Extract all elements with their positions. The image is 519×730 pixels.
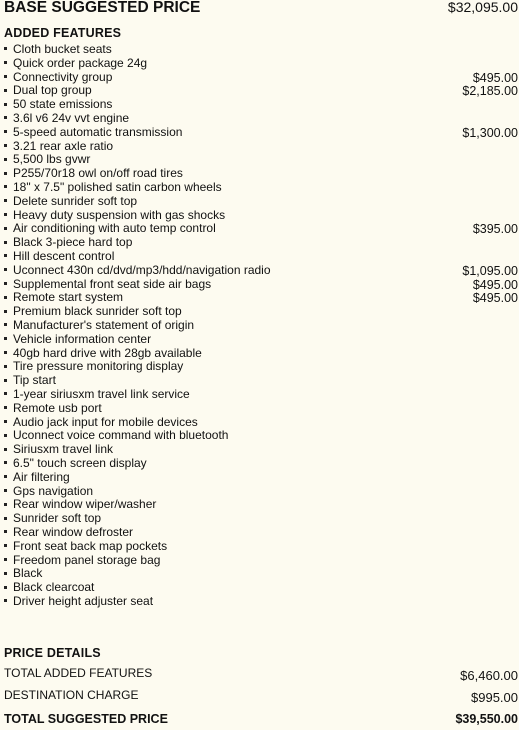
price-details-heading: PRICE DETAILS <box>4 646 101 660</box>
feature-price: $495.00 <box>472 291 518 306</box>
feature-item <box>4 360 518 374</box>
feature-name <box>4 264 271 277</box>
bullet-icon <box>4 558 7 561</box>
bullet-icon <box>4 185 7 188</box>
feature-name <box>4 360 183 373</box>
bullet-icon <box>4 323 7 326</box>
feature-name-text: 18" x 7.5" polished satin carbon wheels <box>13 180 222 194</box>
bullet-icon <box>4 544 7 547</box>
bullet-icon <box>4 351 7 354</box>
feature-name <box>4 126 182 139</box>
feature-name-text: 3.21 rear axle ratio <box>13 138 114 153</box>
feature-name-text: Heavy duty suspension with gas shocks <box>13 207 226 222</box>
feature-name-text: Freedom panel storage bag <box>13 552 161 567</box>
feature-name <box>4 457 147 470</box>
base-price-value: $32,095.00 <box>447 0 518 15</box>
bullet-icon <box>4 530 7 533</box>
bullet-icon <box>4 489 7 492</box>
feature-name <box>4 443 113 456</box>
feature-name <box>4 512 101 525</box>
feature-name-text: Air filtering <box>13 469 70 484</box>
feature-name-text: Front seat back map pockets <box>13 538 168 553</box>
feature-price: $395.00 <box>472 222 518 237</box>
feature-name <box>4 236 132 249</box>
feature-name <box>4 195 137 208</box>
destination-charge-value: $995.00 <box>471 690 518 705</box>
feature-name-text: Quick order package 24g <box>13 55 148 70</box>
feature-name <box>4 567 42 580</box>
feature-name <box>4 84 92 97</box>
bullet-icon <box>4 392 7 395</box>
bullet-icon <box>4 517 7 520</box>
feature-name <box>4 402 102 415</box>
base-price-row <box>4 0 518 17</box>
feature-price: $495.00 <box>472 277 518 292</box>
bullet-icon <box>4 254 7 257</box>
feature-name-text: Delete sunrider soft top <box>13 193 138 208</box>
feature-name <box>4 319 194 332</box>
feature-name-text: Remote usb port <box>13 400 102 415</box>
bullet-icon <box>4 213 7 216</box>
feature-price: $1,095.00 <box>462 263 518 278</box>
bullet-icon <box>4 599 7 602</box>
total-suggested-price-value: $39,550.00 <box>455 712 518 726</box>
feature-name-text: Premium black sunrider soft top <box>13 304 182 319</box>
feature-name-text: Tire pressure monitoring display <box>13 359 184 374</box>
feature-name <box>4 43 112 56</box>
bullet-icon <box>4 268 7 271</box>
bullet-icon <box>4 310 7 313</box>
feature-name <box>4 112 129 125</box>
feature-name <box>4 388 190 401</box>
feature-item <box>4 554 518 568</box>
feature-name-text: Siriusxm travel link <box>13 442 114 457</box>
bullet-icon <box>4 586 7 589</box>
feature-name <box>4 250 114 263</box>
feature-name <box>4 485 93 498</box>
feature-name <box>4 153 90 166</box>
feature-name-text: Audio jack input for mobile devices <box>13 414 198 429</box>
feature-name-text: 3.6l v6 24v vvt engine <box>13 111 130 125</box>
bullet-icon <box>4 379 7 382</box>
bullet-icon <box>4 227 7 230</box>
bullet-icon <box>4 241 7 244</box>
feature-name-text: Vehicle information center <box>13 331 152 346</box>
bullet-icon <box>4 420 7 423</box>
total-added-features-value: $6,460.00 <box>460 668 518 683</box>
bullet-icon <box>4 475 7 478</box>
feature-name <box>4 374 56 387</box>
feature-name-text: 5,500 lbs gvwr <box>13 152 91 167</box>
bullet-icon <box>4 61 7 64</box>
feature-name <box>4 209 225 222</box>
feature-name-text: Hill descent control <box>13 249 115 263</box>
bullet-icon <box>4 199 7 202</box>
feature-name-text: Black 3-piece hard top <box>13 235 133 250</box>
feature-name-text: Connectivity group <box>13 69 113 84</box>
feature-name <box>4 581 94 594</box>
feature-name-text: Rear window wiper/washer <box>13 497 157 512</box>
feature-name-text: Tip start <box>13 373 56 388</box>
feature-name <box>4 498 156 511</box>
feature-name <box>4 181 222 194</box>
feature-name <box>4 471 70 484</box>
bullet-icon <box>4 144 7 147</box>
bullet-icon <box>4 75 7 78</box>
bullet-icon <box>4 130 7 133</box>
feature-name <box>4 57 147 70</box>
base-price-label: BASE SUGGESTED PRICE <box>4 0 201 16</box>
feature-name-text: Gps navigation <box>13 483 94 498</box>
feature-name <box>4 526 133 539</box>
feature-name <box>4 540 167 553</box>
feature-name-text: Cloth bucket seats <box>13 42 112 56</box>
total-suggested-price-row <box>4 712 518 730</box>
bullet-icon <box>4 47 7 50</box>
feature-price: $1,300.00 <box>462 125 518 140</box>
bullet-icon <box>4 503 7 506</box>
bullet-icon <box>4 116 7 119</box>
feature-price: $495.00 <box>472 70 518 85</box>
feature-name-text: Supplemental front seat side air bags <box>13 276 212 291</box>
feature-name-text: Remote start system <box>13 290 124 305</box>
added-features-heading: ADDED FEATURES <box>4 26 122 40</box>
bullet-icon <box>4 448 7 451</box>
bullet-icon <box>4 572 7 575</box>
total-suggested-price-label: TOTAL SUGGESTED PRICE <box>4 712 168 726</box>
feature-name-text: 50 state emissions <box>13 97 113 112</box>
feature-item <box>4 595 518 609</box>
feature-name-text: Black <box>13 566 43 581</box>
feature-name-text: Rear window defroster <box>13 525 134 539</box>
feature-name-text: 5-speed automatic transmission <box>13 124 183 139</box>
bullet-icon <box>4 406 7 409</box>
feature-name-text: 6.5" touch screen display <box>13 456 147 470</box>
total-added-features-row <box>4 666 518 682</box>
feature-name-text: Air conditioning with auto temp control <box>13 221 216 236</box>
feature-name <box>4 554 160 567</box>
feature-name <box>4 429 228 442</box>
bullet-icon <box>4 158 7 161</box>
feature-name-text: 40gb hard drive with 28gb available <box>13 345 202 360</box>
feature-price: $2,185.00 <box>462 84 518 99</box>
feature-name <box>4 140 113 153</box>
destination-charge-row <box>4 688 518 704</box>
feature-name-text: Sunrider soft top <box>13 511 102 526</box>
feature-name-text: Black clearcoat <box>13 580 95 595</box>
bullet-icon <box>4 365 7 368</box>
bullet-icon <box>4 461 7 464</box>
feature-name <box>4 222 216 235</box>
feature-name-text: Uconnect voice command with bluetooth <box>13 428 229 443</box>
feature-name-text: Dual top group <box>13 83 92 98</box>
feature-name <box>4 333 151 346</box>
bullet-icon <box>4 103 7 106</box>
feature-item <box>4 457 518 471</box>
feature-name-text: P255/70r18 owl on/off road tires <box>13 166 183 181</box>
destination-charge-label: DESTINATION CHARGE <box>4 688 139 702</box>
bullet-icon <box>4 282 7 285</box>
bullet-icon <box>4 172 7 175</box>
feature-name <box>4 291 123 304</box>
total-added-features-label: TOTAL ADDED FEATURES <box>4 666 153 680</box>
bullet-icon <box>4 434 7 437</box>
feature-name <box>4 416 198 429</box>
feature-name <box>4 71 112 84</box>
feature-name-text: Manufacturer's statement of origin <box>13 318 195 332</box>
feature-name <box>4 278 211 291</box>
feature-name <box>4 595 153 608</box>
bullet-icon <box>4 337 7 340</box>
feature-name-text: 1-year siriusxm travel link service <box>13 387 190 401</box>
feature-name <box>4 167 183 180</box>
feature-name <box>4 347 202 360</box>
bullet-icon <box>4 296 7 299</box>
feature-name-text: Uconnect 430n cd/dvd/mp3/hdd/navigation radio <box>13 262 271 277</box>
feature-name-text: Driver height adjuster seat <box>13 594 154 608</box>
feature-name <box>4 305 182 318</box>
bullet-icon <box>4 89 7 92</box>
feature-name <box>4 98 112 111</box>
